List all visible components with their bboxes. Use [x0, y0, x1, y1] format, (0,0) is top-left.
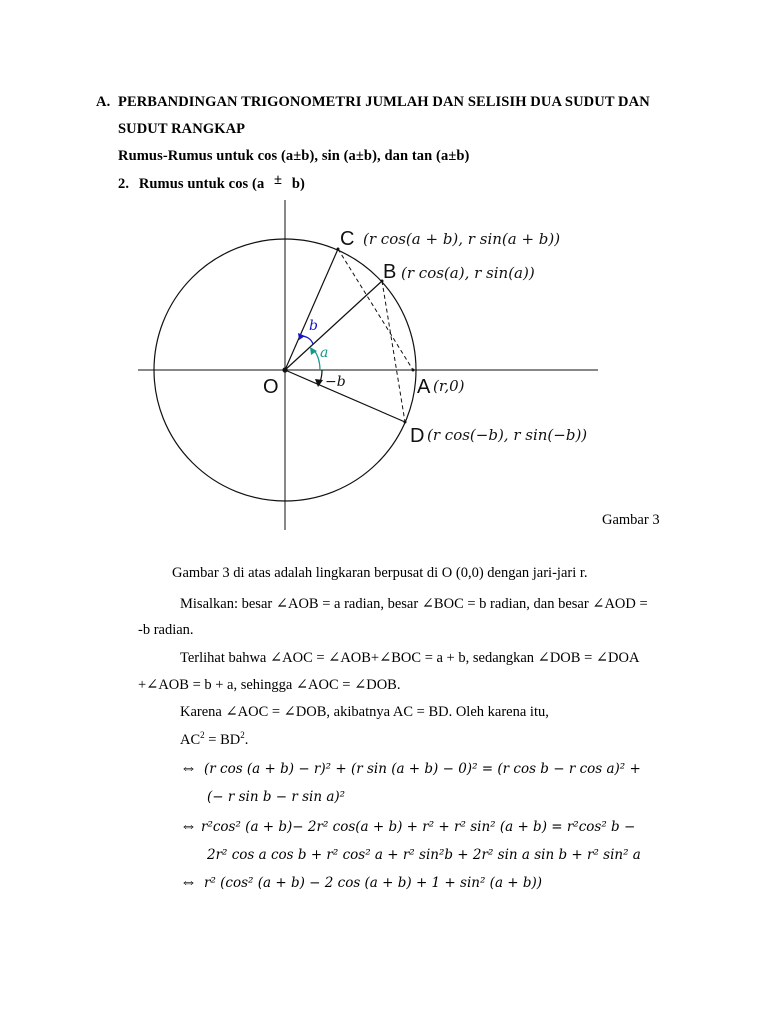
- equation-2b: 2r² cos a cos b + r² cos² a + r² sin²b + 2r² sin a sin b + r² sin² a: [207, 847, 641, 863]
- paragraph-3a: Terlihat bahwa ∠AOC = ∠AOB+∠BOC = a + b, sedangkan ∠DOB = ∠DOA: [180, 650, 640, 666]
- equation-1: (r cos (a + b) − r)² + (r sin (a + b) − 0)² = (r cos b − r cos a)² +: [204, 761, 641, 777]
- figure-caption: Gambar 3: [602, 512, 660, 528]
- p5-sup1: 2: [200, 730, 205, 740]
- equation-2: r²cos² (a + b)− 2r² cos(a + b) + r² + r² sin² (a + b) = r²cos² b −: [201, 819, 636, 835]
- equation-1b: (− r sin b − r sin a)²: [207, 789, 346, 805]
- paragraph-5: [180, 730, 248, 749]
- label-a: A: [417, 376, 431, 398]
- item-title: [118, 172, 305, 193]
- label-c-coord: (r cos(a + b), r sin(a + b)): [363, 230, 561, 248]
- section-title-line1: PERBANDINGAN TRIGONOMETRI JUMLAH DAN SELISIH DUA SUDUT DAN: [118, 94, 650, 110]
- paragraph-4: Karena ∠AOC = ∠DOB, akibatnya AC = BD. Oleh karena itu,: [180, 704, 549, 720]
- paragraph-3b: +∠AOB = b + a, sehingga ∠AOC = ∠DOB.: [138, 677, 401, 693]
- radius-ob: [285, 281, 382, 370]
- p5-sup2: 2: [240, 730, 245, 740]
- label-o: O: [263, 376, 279, 398]
- item-label-prefix: Rumus untuk cos (a: [138, 176, 265, 192]
- item-label-suffix: b): [291, 176, 305, 192]
- unit-circle-figure: [138, 200, 598, 530]
- label-a-coord: (r,0): [433, 377, 465, 395]
- equiv-symbol-3: ⇔: [180, 872, 197, 891]
- label-d-coord: (r cos(−b), r sin(−b)): [427, 426, 588, 444]
- point-d: [404, 421, 407, 424]
- label-angle-neg-b: −b: [325, 374, 346, 390]
- subsection-title: Rumus-Rumus untuk cos (a±b), sin (a±b), dan tan (a±b): [118, 148, 470, 164]
- angle-b-arrow: [298, 333, 305, 340]
- label-b: B: [383, 261, 397, 283]
- label-d: D: [410, 425, 425, 447]
- label-angle-a: a: [320, 345, 329, 361]
- paragraph-1: Gambar 3 di atas adalah lingkaran berpusat di O (0,0) dengan jari-jari r.: [172, 565, 588, 581]
- item-number: 2.: [118, 176, 130, 192]
- section-title-line2: SUDUT RANGKAP: [118, 121, 246, 137]
- label-b-coord: (r cos(a), r sin(a)): [401, 264, 535, 282]
- p5-ac: AC: [180, 731, 201, 748]
- p5-bd: = BD: [204, 731, 241, 748]
- point-o: [282, 367, 287, 372]
- equiv-symbol-1: ⇔: [180, 758, 197, 777]
- p5-period: .: [244, 731, 249, 748]
- paragraph-2b: -b radian.: [138, 622, 194, 638]
- point-a: [412, 369, 415, 372]
- item-pm: ±: [274, 172, 283, 188]
- label-c: C: [340, 228, 355, 250]
- paragraph-2a: Misalkan: besar ∠AOB = a radian, besar ∠BOC = b radian, dan besar ∠AOD =: [180, 596, 648, 612]
- equiv-symbol-2: ⇔: [180, 816, 197, 835]
- section-marker: A.: [96, 94, 111, 110]
- label-angle-b: b: [309, 318, 318, 334]
- equation-3: r² (cos² (a + b) − 2 cos (a + b) + 1 + sin² (a + b)): [204, 875, 543, 891]
